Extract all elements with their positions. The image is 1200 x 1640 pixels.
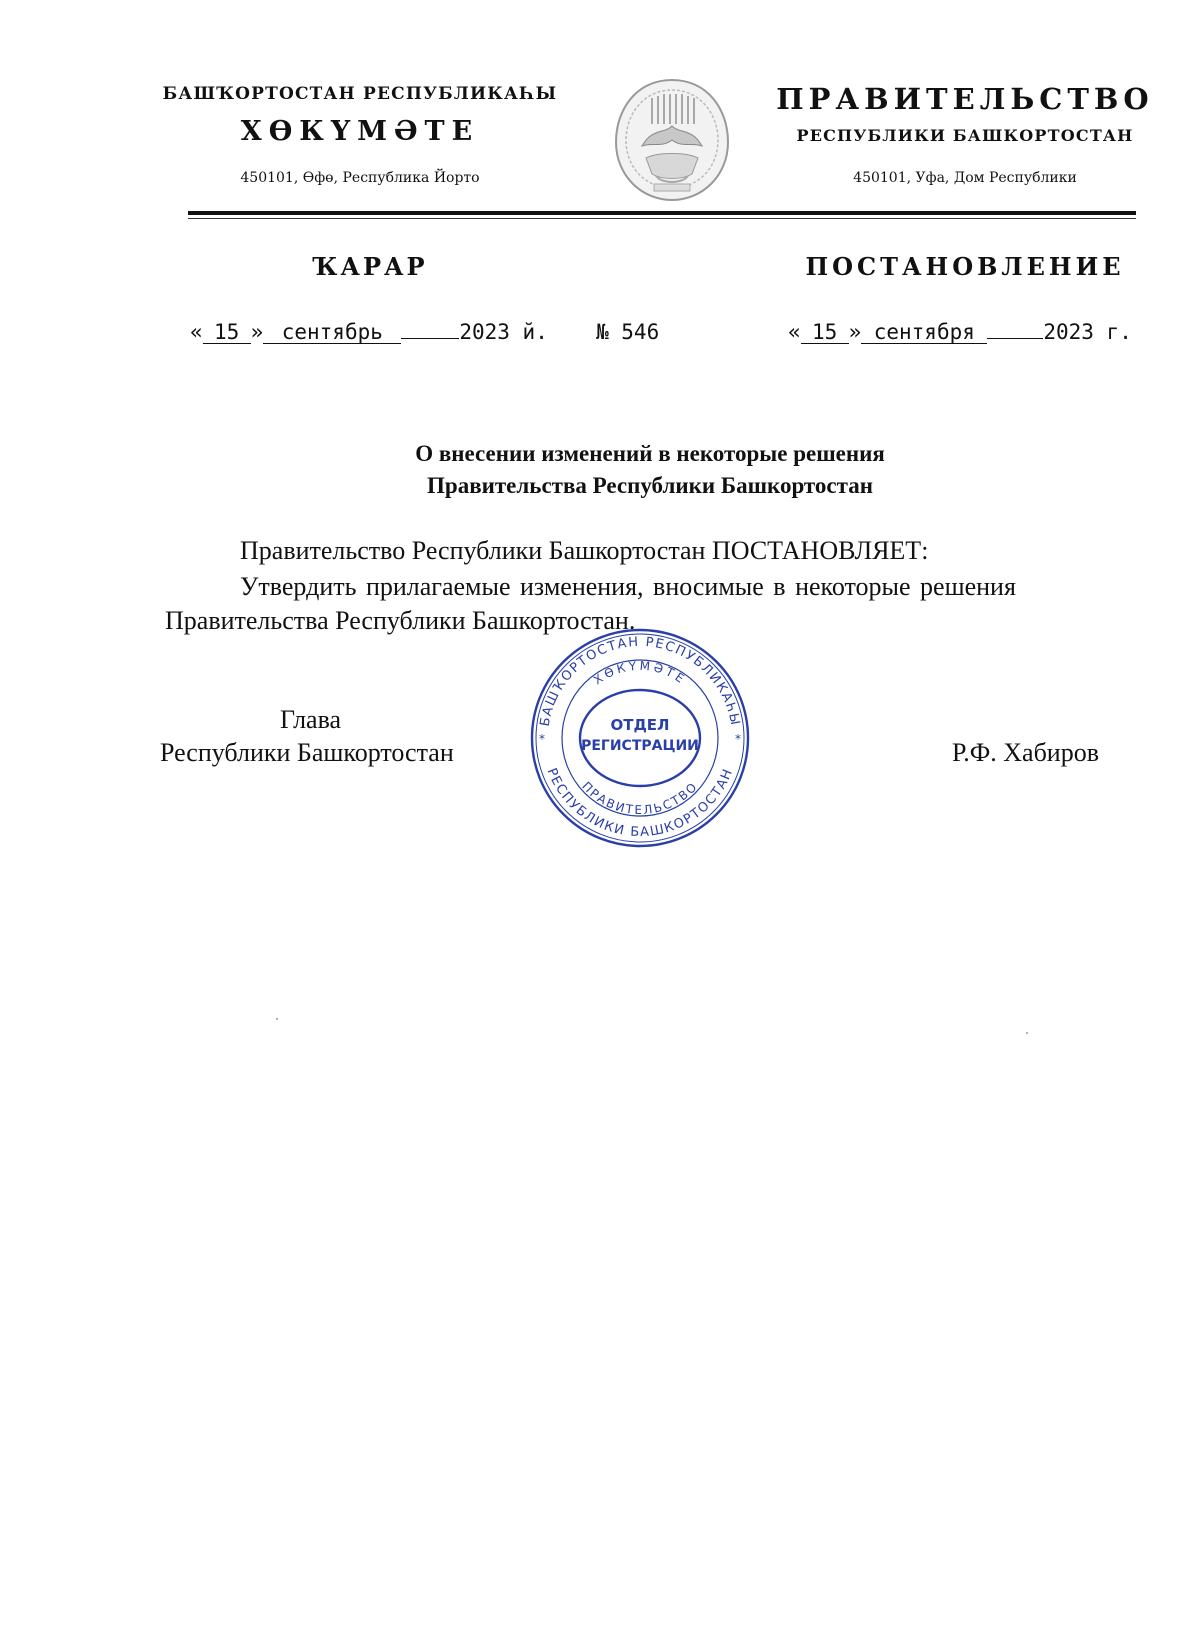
date-right-year: 2023 bbox=[1043, 320, 1094, 344]
stamp-star-left-icon: * bbox=[539, 732, 545, 746]
scan-speck bbox=[276, 1018, 278, 1020]
date-line-left bbox=[190, 320, 548, 344]
header-divider-thick bbox=[188, 211, 1136, 215]
date-right-open-quote: « bbox=[788, 320, 801, 344]
registration-stamp bbox=[520, 622, 760, 854]
date-right-blank bbox=[987, 338, 1043, 339]
stamp-outer-top-text: БАШҠОРТОСТАН РЕСПУБЛИКАҺЫ bbox=[537, 634, 743, 728]
date-left-suffix: й. bbox=[522, 320, 548, 344]
date-right-day: 15 bbox=[801, 321, 849, 344]
document-number: № 546 bbox=[596, 320, 660, 344]
header-right-address: 450101, Уфа, Дом Республики bbox=[853, 170, 1077, 186]
header-right-subtitle: РЕСПУБЛИКИ БАШКОРТОСТАН bbox=[796, 126, 1134, 145]
date-right-suffix: г. bbox=[1106, 320, 1132, 344]
date-left-blank bbox=[401, 338, 459, 339]
stamp-inner-bottom-text: ПРАВИТЕЛЬСТВО bbox=[579, 779, 701, 818]
date-left-close-quote: » bbox=[250, 320, 264, 344]
doc-type-bashkir: ҠАРАР bbox=[312, 252, 428, 281]
document-title bbox=[150, 438, 1150, 502]
scan-speck bbox=[1026, 1032, 1028, 1034]
stamp-center-line2: РЕГИСТРАЦИИ bbox=[581, 738, 699, 754]
date-left-open-quote: « bbox=[190, 320, 203, 344]
header-right-title: ПРАВИТЕЛЬСТВО bbox=[776, 82, 1154, 116]
header-left-title: БАШҠОРТОСТАН РЕСПУБЛИКАҺЫ bbox=[162, 84, 558, 104]
body-paragraph-1: Правительство Республики Башкортостан ПОСТАНОВЛЯЕТ: bbox=[240, 536, 929, 565]
header-divider-thin bbox=[188, 218, 1136, 219]
header-left-address: 450101, Өфө, Республика Йорто bbox=[240, 170, 480, 186]
stamp-star-right-icon: * bbox=[735, 732, 741, 746]
document-title-line2: Правительства Республики Башкортостан bbox=[427, 473, 873, 498]
body-paragraph-2: Утвердить прилагаемые изменения, вносимые в некоторые решения bbox=[240, 572, 1016, 601]
date-left-year: 2023 bbox=[459, 320, 510, 344]
coat-of-arms-emblem bbox=[612, 76, 732, 204]
body-paragraph-3: Правительства Республики Башкортостан. bbox=[165, 606, 636, 635]
date-right-close-quote: » bbox=[848, 320, 862, 344]
stamp-center-line1: ОТДЕЛ bbox=[610, 716, 670, 734]
signatory-name: Р.Ф. Хабиров bbox=[952, 738, 1099, 767]
header-left-name: ХӨКҮМӘТЕ bbox=[240, 116, 480, 147]
stamp-inner-top-text: ХӨКҮМӘТЕ bbox=[590, 658, 690, 688]
stamp-outer-bottom-text: РЕСПУБЛИКИ БАШКОРТОСТАН bbox=[543, 766, 737, 841]
date-left-month: сентябрь bbox=[263, 321, 401, 344]
date-right-month: сентября bbox=[861, 321, 987, 344]
signatory-role-line2: Республики Башкортостан bbox=[160, 738, 454, 767]
doc-type-russian: ПОСТАНОВЛЕНИЕ bbox=[805, 252, 1125, 281]
signatory-role-line1: Глава bbox=[280, 705, 342, 734]
date-line-right bbox=[788, 320, 1132, 344]
date-left-day: 15 bbox=[203, 321, 251, 344]
document-title-line1: О внесении изменений в некоторые решения bbox=[415, 441, 885, 466]
